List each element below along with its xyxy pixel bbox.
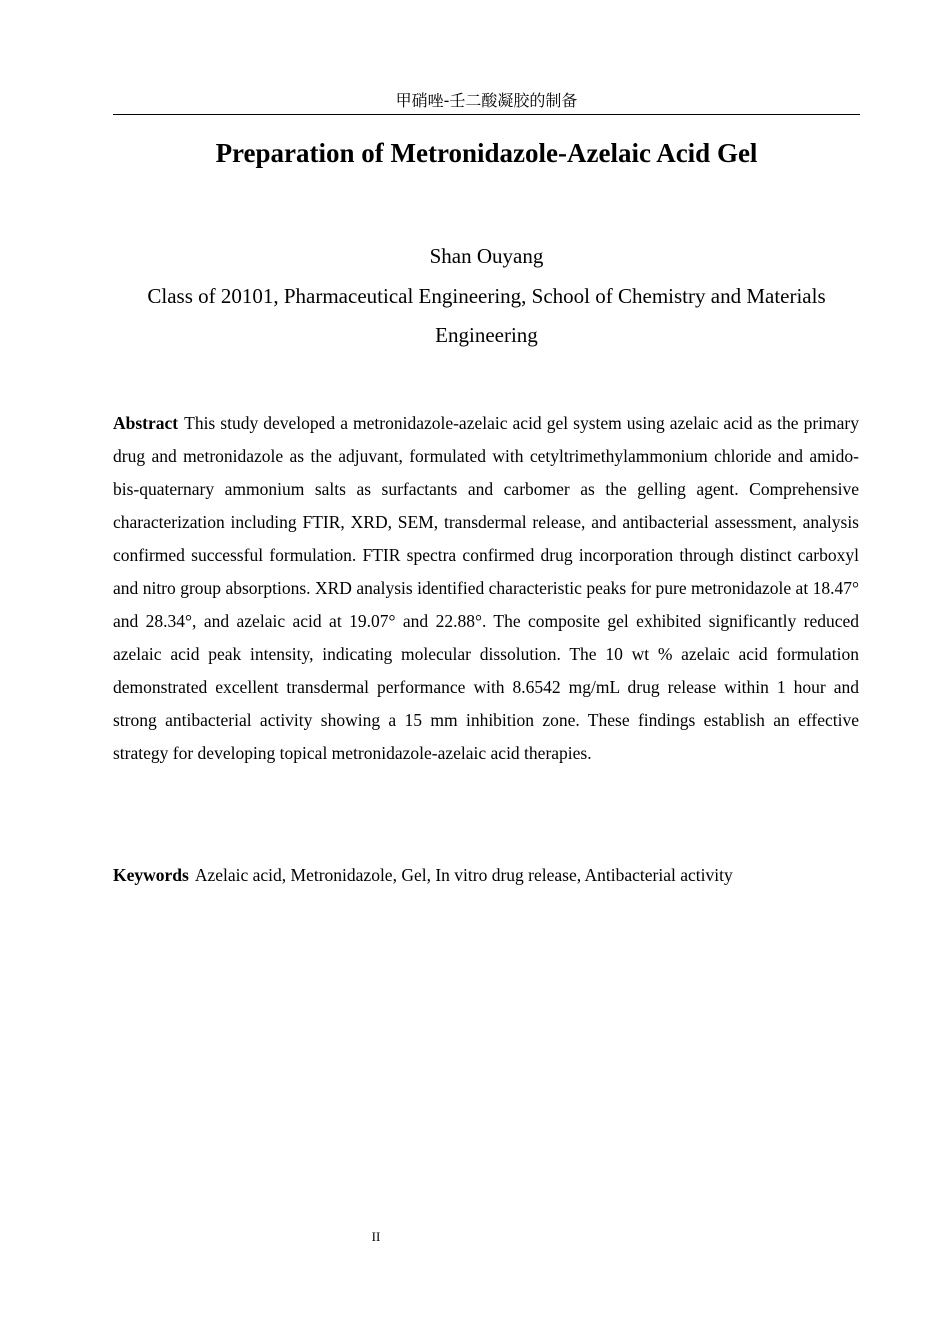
- keywords: [113, 859, 859, 892]
- keywords-label: Keywords: [113, 865, 189, 885]
- author-name: Shan Ouyang: [429, 244, 544, 268]
- paper-title: Preparation of Metronidazole-Azelaic Acid Gel: [215, 138, 758, 168]
- author-affiliation: Class of 20101, Pharmaceutical Engineering, School of Chemistry and Materials Engineering: [147, 284, 826, 347]
- abstract-label: Abstract: [113, 413, 179, 433]
- abstract-text: This study developed a metronidazole-azelaic acid gel system using azelaic acid as the primary drug and metronidazole as the adjuvant, formulated with cetyltrimethylammonium chloride and amido-bis-quaternary ammonium salts as surfactants and carbomer as the gelling agent. Comprehensive characterization including FTIR, XRD, SEM, transdermal release, and antibacterial assessment, analysis confirmed successful formulation. FTIR spectra confirmed drug incorporation through distinct carboxyl and nitro group absorptions. XRD analysis identified characteristic peaks for pure metronidazole at 18.47° and 28.34°, and azelaic acid at 19.07° and 22.88°. The composite gel exhibited significantly reduced azelaic acid peak intensity, indicating molecular dissolution. The 10 wt % azelaic acid formulation demonstrated excellent transdermal performance with 8.6542 mg/mL drug release within 1 hour and strong antibacterial activity showing a 15 mm inhibition zone. These findings establish an effective strategy for developing topical metronidazole-azelaic acid therapies.: [113, 413, 859, 763]
- abstract: [113, 407, 859, 770]
- page-number: II: [371, 1229, 381, 1244]
- running-header: 甲硝唑-壬二酸凝胶的制备: [113, 90, 860, 115]
- keywords-text: Azelaic acid, Metronidazole, Gel, In vitro drug release, Antibacterial activity: [194, 865, 733, 885]
